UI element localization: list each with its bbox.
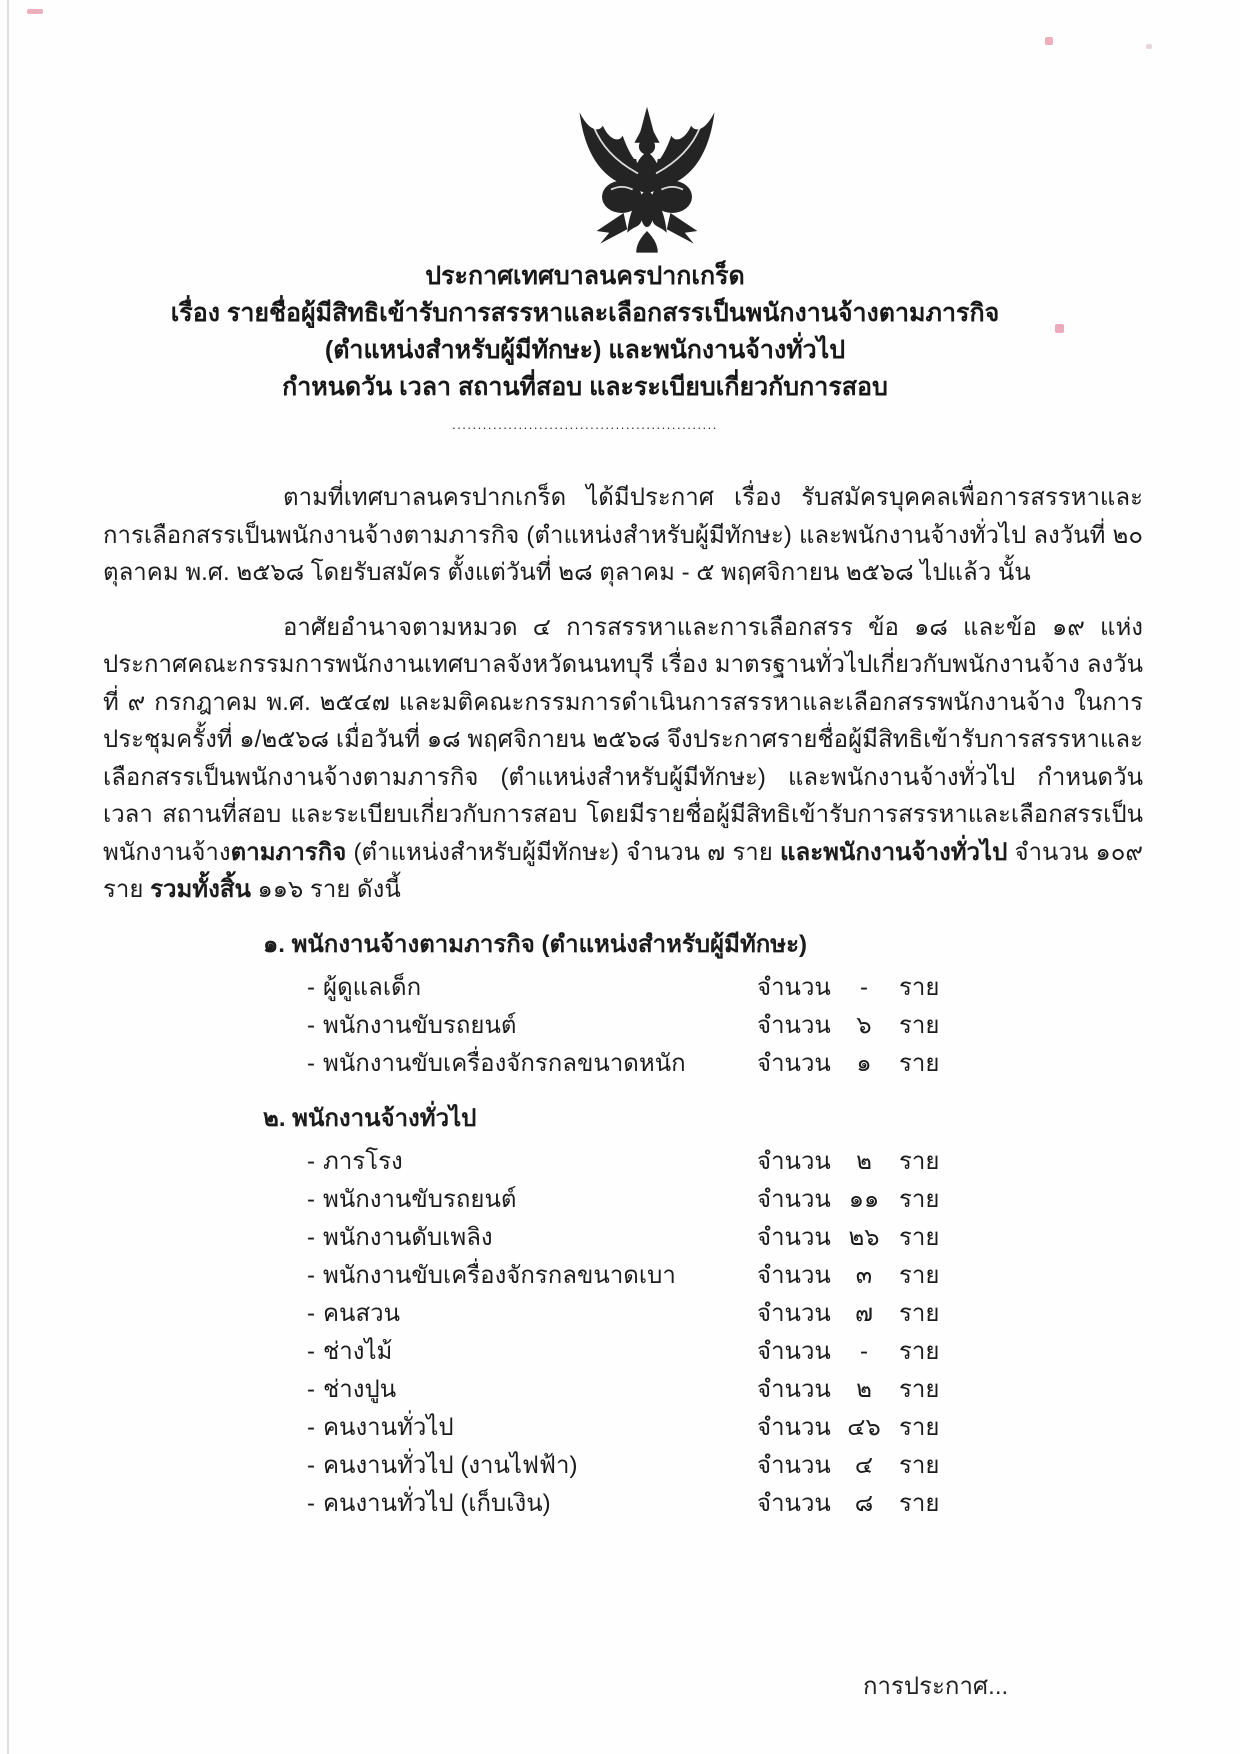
position-row [103, 1143, 1143, 1181]
quantity-label: จำนวน [757, 1375, 831, 1403]
position-row [103, 1295, 1143, 1333]
unit-label: ราย [899, 1337, 940, 1365]
position-row [103, 1257, 1143, 1295]
quantity-label: จำนวน [757, 1011, 831, 1039]
unit-label: ราย [899, 1375, 940, 1403]
quantity-label: จำนวน [757, 1147, 831, 1175]
position-count: ๖ [856, 1011, 872, 1039]
quantity-label: จำนวน [757, 1413, 831, 1441]
bullet-dash: - [307, 1185, 315, 1213]
bullet-dash: - [307, 1337, 315, 1365]
quantity-label: จำนวน [757, 973, 831, 1001]
section-mission-employees [103, 925, 1143, 1083]
position-name: คนงานทั่วไป [323, 1413, 454, 1441]
position-name: พนักงานขับรถยนต์ [323, 1185, 517, 1213]
quantity-label: จำนวน [757, 1451, 831, 1479]
unit-label: ราย [899, 1489, 940, 1517]
position-row [103, 1447, 1143, 1485]
section-2-heading: ๒. พนักงานจ้างทั่วไป [263, 1104, 477, 1132]
quantity-label: จำนวน [757, 1223, 831, 1251]
unit-label: ราย [899, 1299, 940, 1327]
document-body [103, 479, 1143, 1523]
unit-label: ราย [899, 1049, 940, 1077]
position-row [103, 1181, 1143, 1219]
continuation-note: การประกาศ... [863, 1673, 1009, 1700]
bullet-dash: - [307, 1489, 315, 1517]
bullet-dash: - [307, 1223, 315, 1251]
position-name: พนักงานขับรถยนต์ [323, 1011, 517, 1039]
paragraph-2-bold-general-employees: และพนักงานจ้างทั่วไป [780, 838, 1008, 866]
position-name: พนักงานขับเครื่องจักรกลขนาดหนัก [323, 1049, 686, 1077]
paragraph-2-text: อาศัยอำนาจตามหมวด ๔ การสรรหาและการเลือกสรร ข้อ ๑๘ และข้อ ๑๙ แห่งประกาศคณะกรรมการพนักงานเทศบาลจังหวัดนนทบุรี เรื่อง มาตรฐานทั่วไปเกี่ยวกับพนักงานจ้าง ลงวันที่ ๙ กรกฎาคม พ.ศ. ๒๕๔๗ และมติคณะกรรมการดำเนินการสรรหาและเลือกสรรพนักงานจ้าง ในการประชุมครั้งที่ ๑/๒๕๖๘ เมื่อวันที่ ๑๘ พฤศจิกายน ๒๕๖๘ จึงประกาศรายชื่อผู้มีสิทธิเข้ารับการสรรหาและเลือกสรรเป็นพนักงานจ้างตามภารกิจ (ตำแหน่งสำหรับผู้มีทักษะ) และพนักงานจ้างทั่วไป กำหนดวัน เวลา สถานที่สอบ และระเบียบเกี่ยวกับการสอบ โดยมีรายชื่อผู้มีสิทธิเข้ารับการสรรหาและเลือกสรรเป็นพนักงานจ้าง [103, 613, 1143, 866]
position-count: ๗ [854, 1299, 874, 1327]
position-name: ช่างปูน [323, 1375, 397, 1403]
position-name: คนงานทั่วไป (เก็บเงิน) [323, 1489, 551, 1517]
section-1-heading: ๑. พนักงานจ้างตามภารกิจ (ตำแหน่งสำหรับผู้มีทักษะ) [263, 930, 807, 958]
unit-label: ราย [899, 973, 940, 1001]
quantity-label: จำนวน [757, 1049, 831, 1077]
position-count: ๔๖ [847, 1413, 881, 1441]
position-row [103, 1485, 1143, 1523]
position-row [103, 969, 1143, 1007]
garuda-emblem-icon [556, 96, 738, 258]
quantity-label: จำนวน [757, 1299, 831, 1327]
bullet-dash: - [307, 1261, 315, 1289]
position-name: ภารโรง [323, 1147, 403, 1175]
paragraph-2-bold-tam-phankit: ตามภารกิจ [230, 838, 347, 866]
position-count: ๔ [854, 1451, 874, 1479]
bullet-dash: - [307, 1375, 315, 1403]
paragraph-1: ตามที่เทศบาลนครปากเกร็ด ได้มีประกาศ เรื่อง รับสมัครบุคคลเพื่อการสรรหาและการเลือกสรรเป็นพนักงานจ้างตามภารกิจ (ตำแหน่งสำหรับผู้มีทักษะ) และพนักงานจ้างทั่วไป ลงวันที่ ๒๐ ตุลาคม พ.ศ. ๒๕๖๘ โดยรับสมัคร ตั้งแต่วันที่ ๒๘ ตุลาคม - ๕ พฤศจิกายน ๒๕๖๘ ไปแล้ว นั้น [103, 484, 1143, 586]
unit-label: ราย [899, 1261, 940, 1289]
position-row [103, 1371, 1143, 1409]
bullet-dash: - [307, 1299, 315, 1327]
position-count: ๒๖ [848, 1223, 880, 1251]
paragraph-2-text: ๑๑๖ ราย ดังนี้ [250, 876, 401, 903]
position-row [103, 1045, 1143, 1083]
quantity-label: จำนวน [757, 1261, 831, 1289]
position-count: - [860, 1337, 868, 1365]
unit-label: ราย [899, 1223, 940, 1251]
position-name: พนักงานดับเพลิง [323, 1223, 493, 1251]
title-line-1: ประกาศเทศบาลนครปากเกร็ด [425, 262, 745, 290]
scan-artifact [1045, 37, 1053, 45]
section-general-employees [103, 1099, 1143, 1523]
paragraph-2 [103, 609, 1143, 909]
position-count: ๑๑ [848, 1185, 880, 1213]
bullet-dash: - [307, 973, 315, 1001]
position-count: ๓ [855, 1261, 873, 1289]
bullet-dash: - [307, 1413, 315, 1441]
unit-label: ราย [899, 1011, 940, 1039]
position-count: ๑ [856, 1049, 872, 1077]
position-name: พนักงานขับเครื่องจักรกลขนาดเบา [323, 1261, 676, 1289]
bullet-dash: - [307, 1049, 315, 1077]
position-name: ช่างไม้ [323, 1337, 393, 1365]
position-count: ๘ [854, 1489, 874, 1517]
position-name: คนงานทั่วไป (งานไฟฟ้า) [323, 1451, 578, 1479]
bullet-dash: - [307, 1011, 315, 1039]
position-count: ๒ [856, 1147, 872, 1175]
scan-artifact [1146, 44, 1152, 49]
dotted-separator: .................................................... [452, 417, 718, 432]
title-line-4: กำหนดวัน เวลา สถานที่สอบ และระเบียบเกี่ยวกับการสอบ [282, 373, 888, 401]
position-count: ๒ [856, 1375, 872, 1403]
unit-label: ราย [899, 1185, 940, 1213]
position-row [103, 1219, 1143, 1257]
title-line-2: เรื่อง รายชื่อผู้มีสิทธิเข้ารับการสรรหาและเลือกสรรเป็นพนักงานจ้างตามภารกิจ [170, 299, 1000, 327]
paragraph-2-text: จำนวน ๑๐๙ ราย [103, 838, 1143, 903]
unit-label: ราย [899, 1413, 940, 1441]
scan-artifact [27, 9, 43, 14]
unit-label: ราย [899, 1451, 940, 1479]
position-row [103, 1007, 1143, 1045]
position-name: ผู้ดูแลเด็ก [323, 973, 422, 1001]
quantity-label: จำนวน [757, 1489, 831, 1517]
bullet-dash: - [307, 1451, 315, 1479]
position-name: คนสวน [323, 1299, 400, 1327]
bullet-dash: - [307, 1147, 315, 1175]
title-line-3: (ตำแหน่งสำหรับผู้มีทักษะ) และพนักงานจ้างทั่วไป [324, 336, 846, 364]
quantity-label: จำนวน [757, 1337, 831, 1365]
position-count: - [860, 973, 868, 1001]
quantity-label: จำนวน [757, 1185, 831, 1213]
paragraph-2-bold-total: รวมทั้งสิ้น [150, 876, 251, 903]
position-row [103, 1409, 1143, 1447]
position-row [103, 1333, 1143, 1371]
document-title-block [0, 258, 1170, 432]
unit-label: ราย [899, 1147, 940, 1175]
paragraph-2-text: (ตำแหน่งสำหรับผู้มีทักษะ) จำนวน ๗ ราย [346, 838, 781, 866]
